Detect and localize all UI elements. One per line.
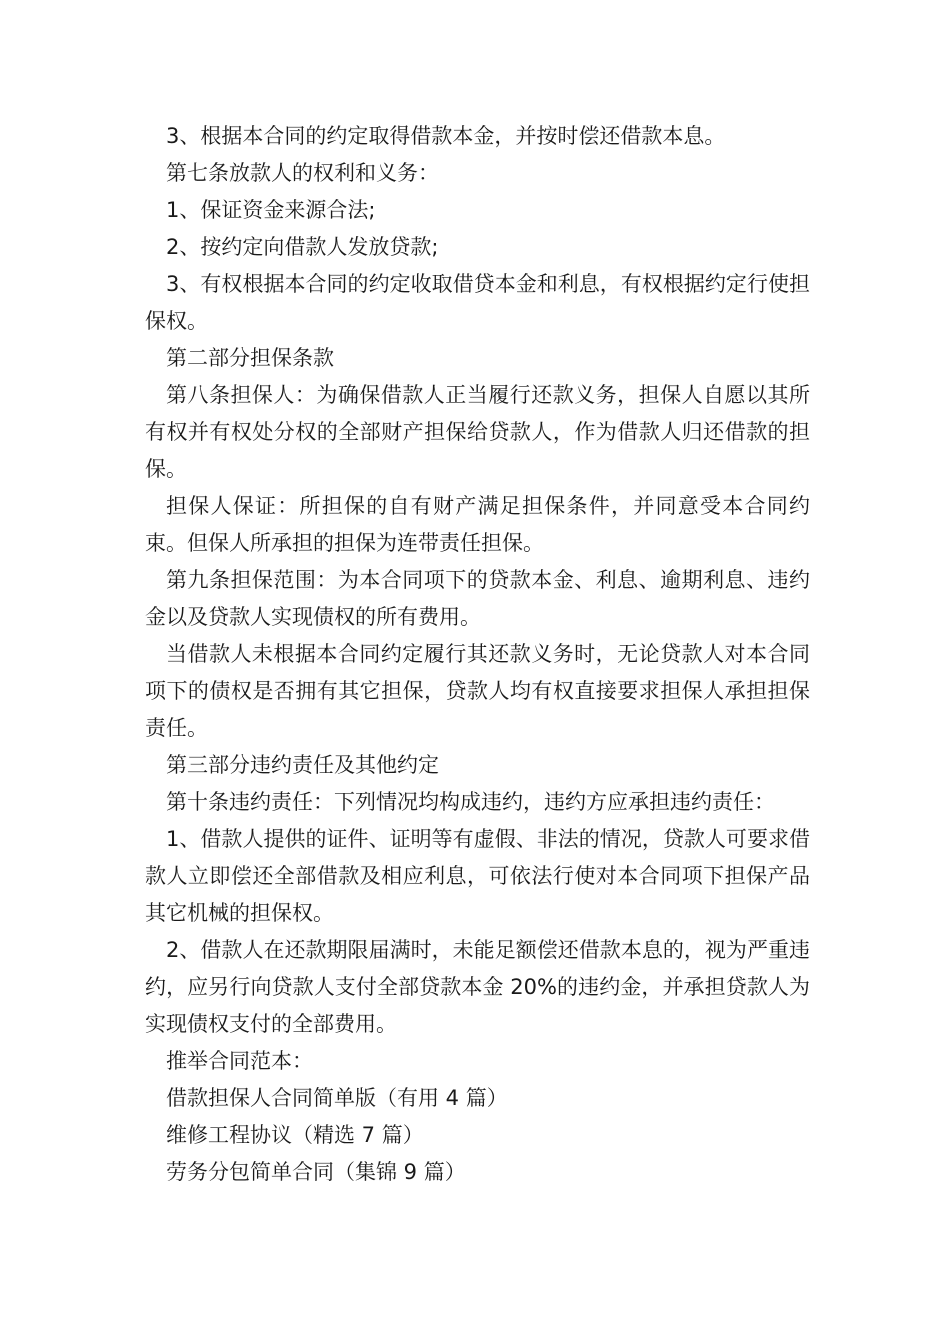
paragraph-guarantor-pledge: 担保人保证：所担保的自有财产满足担保条件，并同意受本合同约束。但保人所承担的担保为连带责任担保。	[145, 494, 810, 555]
paragraph-borrower-obligation-3: 3、根据本合同的约定取得借款本金，并按时偿还借款本息。	[166, 124, 726, 148]
paragraph-article-9: 第九条担保范围：为本合同项下的贷款本金、利息、逾期利息、违约金以及贷款人实现债权的所有费用。	[145, 568, 810, 629]
paragraph-article-10: 第十条违约责任：下列情况均构成违约，违约方应承担违约责任：	[166, 790, 775, 814]
paragraph-lender-duty-3: 3、有权根据本合同的约定收取借贷本金和利息，有权根据约定行使担保权。	[145, 272, 810, 333]
recommended-link-2[interactable]: 维修工程协议（精选 7 篇）	[166, 1123, 424, 1147]
heading-part-2: 第二部分担保条款	[166, 346, 334, 370]
recommended-link-3[interactable]: 劳务分包简单合同（集锦 9 篇）	[166, 1160, 466, 1184]
heading-recommended-templates: 推举合同范本：	[166, 1049, 313, 1073]
heading-part-3: 第三部分违约责任及其他约定	[166, 753, 439, 777]
paragraph-article-8: 第八条担保人：为确保借款人正当履行还款义务，担保人自愿以其所有权并有权处分权的全部财产担保给贷款人，作为借款人归还借款的担保。	[145, 383, 810, 481]
paragraph-lender-duty-2: 2、按约定向借款人发放贷款;	[166, 235, 439, 259]
paragraph-default-guarantee: 当借款人未根据本合同约定履行其还款义务时，无论贷款人对本合同项下的债权是否拥有其它担保，贷款人均有权直接要求担保人承担担保责任。	[145, 642, 810, 740]
document-body	[145, 118, 810, 1191]
paragraph-lender-duty-1: 1、保证资金来源合法;	[166, 198, 376, 222]
heading-article-7: 第七条放款人的权利和义务：	[166, 161, 439, 185]
paragraph-breach-1: 1、借款人提供的证件、证明等有虚假、非法的情况，贷款人可要求借款人立即偿还全部借款及相应利息，可依法行使对本合同项下担保产品其它机械的担保权。	[145, 827, 810, 925]
recommended-link-1[interactable]: 借款担保人合同简单版（有用 4 篇）	[166, 1086, 508, 1110]
paragraph-breach-2: 2、借款人在还款期限届满时，未能足额偿还借款本息的，视为严重违约，应另行向贷款人支付全部贷款本金 20%的违约金，并承担贷款人为实现债权支付的全部费用。	[145, 938, 810, 1036]
